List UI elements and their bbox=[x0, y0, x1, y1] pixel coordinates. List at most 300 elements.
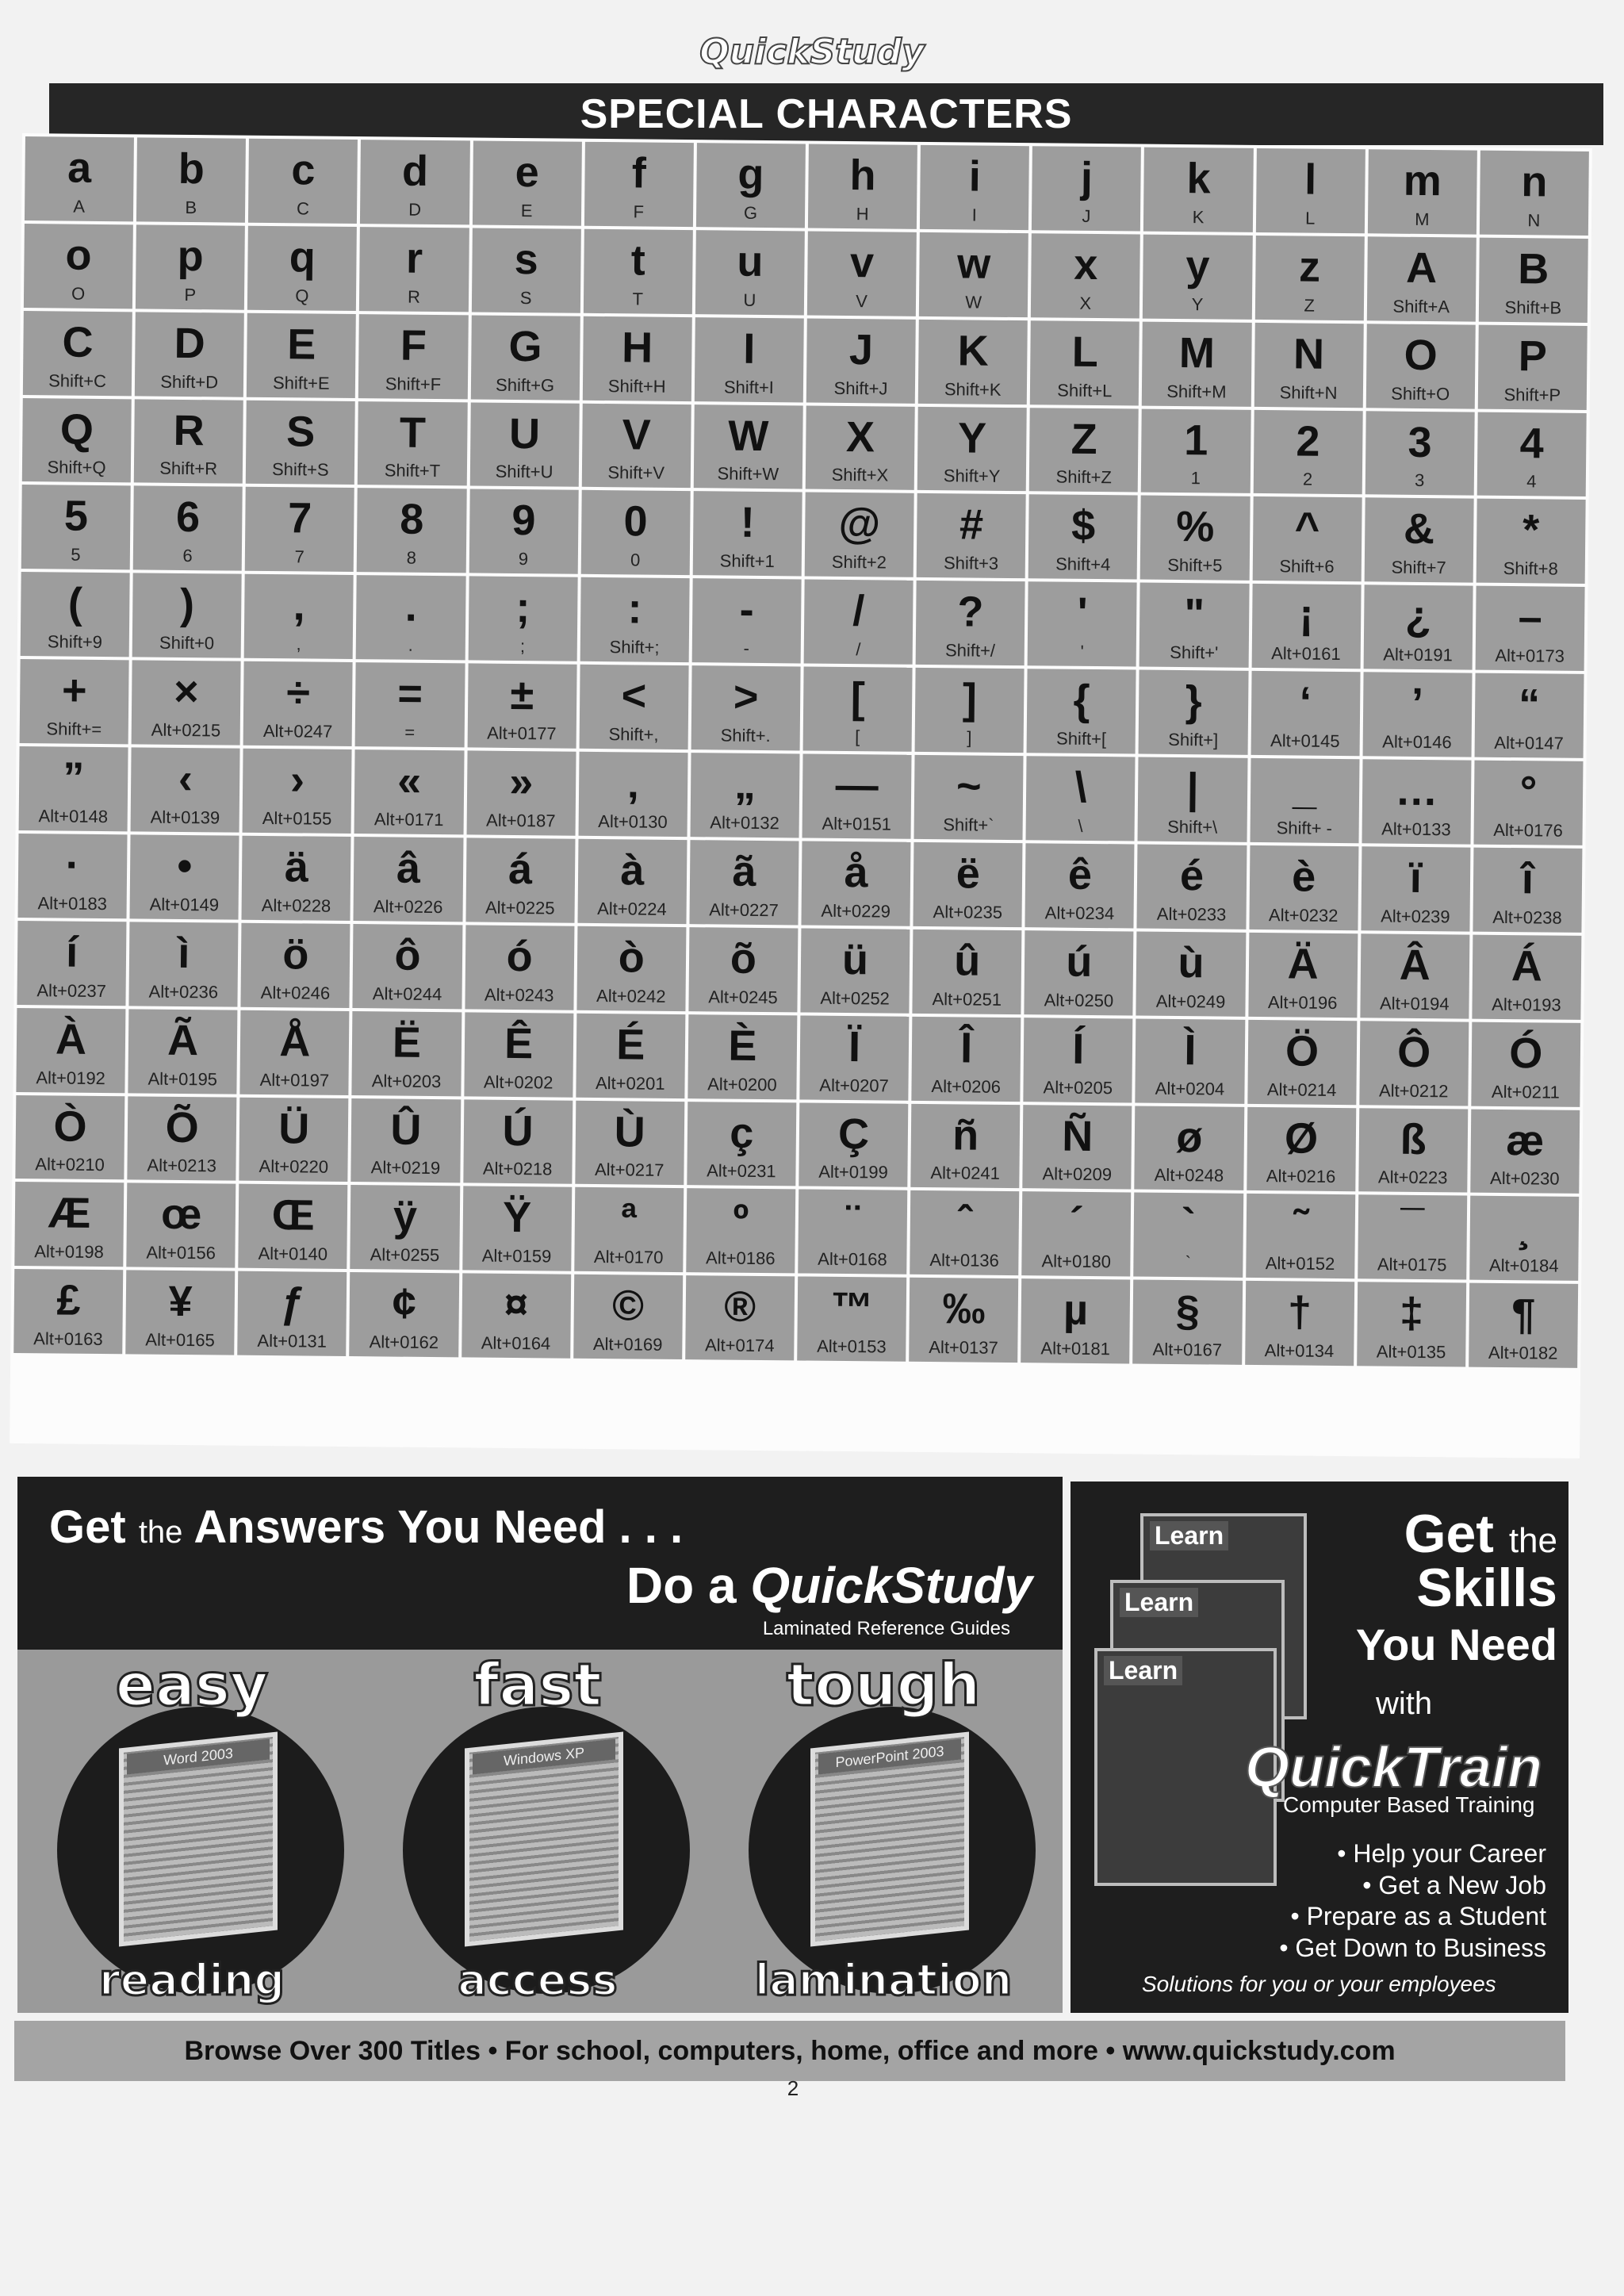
cell-keystroke: Z bbox=[1304, 295, 1315, 316]
character-cell bbox=[691, 578, 801, 663]
cell-keystroke: Alt+0201 bbox=[595, 1072, 665, 1094]
cell-keystroke: Alt+0162 bbox=[369, 1332, 439, 1353]
character-cell bbox=[1029, 408, 1139, 493]
cell-keystroke: Shift+A bbox=[1392, 296, 1450, 317]
character-cell bbox=[465, 838, 575, 922]
cell-keystroke: Shift+L bbox=[1057, 380, 1113, 401]
cell-character: Ù bbox=[614, 1107, 646, 1156]
cell-keystroke: Alt+0192 bbox=[36, 1067, 105, 1088]
cell-character: f bbox=[631, 149, 647, 197]
cell-keystroke: Alt+0226 bbox=[373, 896, 443, 917]
cell-character: § bbox=[1175, 1287, 1201, 1336]
cell-keystroke: Shift+[ bbox=[1055, 728, 1107, 749]
cell-keystroke: Alt+0194 bbox=[1379, 993, 1450, 1014]
tile-label-bottom: reading bbox=[99, 1955, 285, 2005]
benefit-item: • Get Down to Business bbox=[1279, 1934, 1546, 1963]
character-cell bbox=[579, 665, 688, 749]
cell-character: t bbox=[630, 236, 646, 285]
cell-keystroke: Alt+0146 bbox=[1382, 731, 1452, 753]
cell-keystroke: D bbox=[408, 199, 422, 220]
cell-character: F bbox=[400, 321, 427, 370]
cell-keystroke: W bbox=[965, 292, 982, 312]
cell-keystroke: Shift+J bbox=[833, 378, 888, 399]
cell-character: x bbox=[1074, 240, 1098, 289]
character-cell bbox=[242, 836, 351, 921]
cell-keystroke: Alt+0238 bbox=[1492, 907, 1562, 928]
cell-character: s bbox=[514, 235, 538, 284]
cell-character: ¶ bbox=[1511, 1290, 1536, 1339]
character-cell bbox=[1479, 238, 1588, 323]
cell-character: ˜ bbox=[1293, 1201, 1308, 1250]
ad-headline-the: the bbox=[138, 1515, 183, 1550]
character-cell bbox=[578, 752, 688, 837]
character-cell bbox=[918, 320, 1028, 404]
character-cell bbox=[136, 137, 246, 222]
cell-character: ÷ bbox=[285, 669, 311, 717]
cell-character: œ bbox=[160, 1190, 202, 1239]
character-cell bbox=[1247, 1020, 1357, 1105]
cell-keystroke: Alt+0235 bbox=[933, 901, 1003, 922]
cell-character: G bbox=[508, 322, 542, 371]
character-cell bbox=[25, 136, 134, 221]
cell-keystroke: Alt+0244 bbox=[372, 983, 442, 1004]
section-title: SPECIAL CHARACTERS bbox=[49, 83, 1603, 145]
cell-character: å bbox=[844, 848, 868, 897]
cell-keystroke: Shift+0 bbox=[159, 632, 215, 654]
cell-character: n bbox=[1521, 158, 1548, 206]
character-cell bbox=[688, 927, 798, 1012]
cell-keystroke: Shift+D bbox=[160, 371, 219, 392]
cell-keystroke: T bbox=[632, 289, 644, 309]
cell-keystroke: M bbox=[1415, 209, 1430, 229]
cell-keystroke: Shift+F bbox=[385, 374, 442, 394]
character-cell bbox=[920, 145, 1029, 230]
cell-character: z bbox=[1298, 243, 1321, 291]
character-cell bbox=[919, 232, 1028, 317]
cell-character: ñ bbox=[952, 1110, 979, 1159]
cell-keystroke: Y bbox=[1191, 293, 1204, 315]
cell-character: ! bbox=[740, 499, 756, 547]
cell-keystroke: Alt+0183 bbox=[37, 893, 108, 914]
character-cell bbox=[469, 402, 579, 487]
character-cell bbox=[136, 224, 245, 309]
cell-keystroke: = bbox=[404, 722, 416, 742]
cell-character: ü bbox=[841, 935, 869, 984]
cell-character: ø bbox=[1176, 1113, 1203, 1161]
cell-character: Ç bbox=[837, 1110, 870, 1158]
cell-keystroke: Shift+U bbox=[495, 462, 553, 482]
cell-keystroke: Shift+E bbox=[272, 372, 330, 393]
character-cell bbox=[471, 228, 580, 312]
cell-keystroke: Alt+0164 bbox=[481, 1332, 551, 1354]
cell-keystroke: F bbox=[633, 201, 645, 222]
cell-keystroke: Alt+0255 bbox=[370, 1244, 440, 1266]
cell-character: O bbox=[1404, 331, 1438, 379]
cell-keystroke: ] bbox=[967, 727, 972, 748]
cell-keystroke: Alt+0153 bbox=[817, 1336, 887, 1357]
character-cell bbox=[470, 315, 580, 400]
cell-keystroke: Shift+Z bbox=[1055, 466, 1113, 488]
cell-character: g bbox=[737, 150, 764, 198]
cell-character: 2 bbox=[1296, 417, 1320, 466]
cell-keystroke: Shift+O bbox=[1391, 383, 1450, 404]
cell-character: Ó bbox=[1509, 1029, 1543, 1078]
cell-character: è bbox=[1291, 853, 1316, 901]
cell-keystroke: Shift+' bbox=[1170, 642, 1219, 663]
character-cell bbox=[1139, 583, 1249, 668]
cell-character: ^ bbox=[1294, 504, 1320, 553]
character-cell bbox=[248, 139, 358, 224]
cell-keystroke: Alt+0187 bbox=[485, 810, 556, 831]
character-cell bbox=[1368, 149, 1477, 234]
cell-keystroke: Shift+1 bbox=[719, 550, 775, 572]
cell-keystroke: Alt+0218 bbox=[482, 1159, 553, 1179]
cell-keystroke: Alt+0134 bbox=[1264, 1340, 1335, 1362]
cell-character: l bbox=[1304, 155, 1317, 204]
character-cell bbox=[133, 486, 243, 571]
cell-character: • bbox=[177, 841, 193, 891]
character-cell bbox=[467, 664, 576, 749]
benefit-item: • Prepare as a Student bbox=[1290, 1902, 1546, 1931]
character-cell bbox=[1367, 236, 1477, 321]
character-cell bbox=[240, 1010, 350, 1094]
cell-keystroke: Alt+0246 bbox=[260, 982, 331, 1003]
cbt-label: Computer Based Training bbox=[1283, 1792, 1535, 1817]
character-cell bbox=[1473, 848, 1582, 933]
cell-character: 4 bbox=[1519, 419, 1545, 468]
cell-keystroke: Shift+3 bbox=[943, 553, 999, 574]
guide-title: Windows XP bbox=[473, 1739, 615, 1775]
character-cell bbox=[914, 842, 1023, 927]
cell-keystroke: ; bbox=[519, 636, 526, 657]
character-cell bbox=[134, 399, 243, 484]
cell-character: æ bbox=[1506, 1116, 1545, 1165]
cell-keystroke: B bbox=[185, 197, 197, 217]
cell-character: ‡ bbox=[1399, 1290, 1424, 1338]
cell-character: ¥ bbox=[168, 1278, 193, 1326]
character-cell bbox=[1142, 321, 1251, 406]
cell-character: M bbox=[1178, 328, 1216, 378]
character-cell bbox=[351, 1098, 461, 1183]
box-learn-label: Learn bbox=[1104, 1656, 1182, 1685]
cell-character: E bbox=[287, 320, 316, 369]
cell-character: { bbox=[1073, 676, 1090, 725]
character-cell bbox=[13, 1269, 123, 1354]
character-cell bbox=[243, 661, 353, 746]
cell-character: ¡ bbox=[1299, 591, 1314, 639]
cell-keystroke: Alt+0219 bbox=[370, 1157, 441, 1179]
box-learn-label: Learn bbox=[1120, 1588, 1198, 1617]
cell-character: 1 bbox=[1184, 416, 1208, 464]
character-cell bbox=[1138, 757, 1247, 842]
ad-subheadline bbox=[626, 1556, 1032, 1615]
cell-character: ‹ bbox=[178, 754, 193, 803]
character-cell bbox=[686, 1188, 795, 1273]
character-cell bbox=[911, 1016, 1021, 1101]
character-cell bbox=[468, 577, 577, 661]
cell-keystroke: J bbox=[1082, 205, 1091, 226]
benefit-item: • Get a New Job bbox=[1362, 1870, 1546, 1899]
character-cell bbox=[356, 575, 465, 660]
cell-keystroke: Shift+5 bbox=[1167, 555, 1223, 576]
character-cell bbox=[1133, 1280, 1243, 1365]
page-number: 2 bbox=[787, 2076, 799, 2100]
character-cell bbox=[1254, 236, 1364, 320]
character-cell bbox=[1135, 1106, 1244, 1190]
cell-keystroke: N bbox=[1527, 210, 1541, 231]
character-cell bbox=[1246, 1194, 1355, 1278]
character-cell bbox=[1358, 1108, 1468, 1193]
cell-character: @ bbox=[838, 500, 881, 548]
cell-character: a bbox=[67, 144, 92, 192]
cell-keystroke: Alt+0252 bbox=[820, 987, 890, 1009]
character-cell bbox=[244, 574, 354, 659]
cell-character: ï bbox=[1409, 853, 1423, 902]
character-cell bbox=[1475, 586, 1584, 671]
character-cell bbox=[131, 747, 240, 832]
cell-keystroke: Shift+B bbox=[1504, 297, 1562, 318]
cell-character: k bbox=[1186, 155, 1211, 203]
cell-keystroke: Alt+0233 bbox=[1156, 903, 1227, 925]
cell-character: C bbox=[62, 318, 94, 366]
cell-character: ÿ bbox=[393, 1192, 418, 1241]
cell-keystroke: Shift+9 bbox=[47, 631, 103, 653]
cell-character: ’ bbox=[1411, 680, 1424, 728]
cell-character: - bbox=[739, 586, 754, 634]
cell-keystroke: Alt+0249 bbox=[1155, 991, 1226, 1012]
cell-keystroke: Shift+7 bbox=[1391, 557, 1446, 578]
character-cell bbox=[19, 746, 128, 831]
cell-keystroke: Alt+0149 bbox=[149, 894, 220, 915]
cell-character: ¿ bbox=[1404, 592, 1432, 641]
cell-keystroke: Shift+2 bbox=[831, 552, 887, 573]
character-cell bbox=[584, 142, 694, 227]
cell-character: A bbox=[1405, 243, 1438, 292]
cell-character: ~ bbox=[956, 762, 982, 811]
ad-tagline: Laminated Reference Guides bbox=[762, 1618, 1010, 1639]
character-cell bbox=[1478, 324, 1588, 409]
character-cell bbox=[350, 1185, 460, 1270]
character-cell bbox=[358, 401, 467, 486]
cell-keystroke: P bbox=[184, 284, 197, 305]
cell-character: ‚ bbox=[626, 759, 640, 807]
cell-character: Â bbox=[1399, 941, 1431, 989]
character-cell bbox=[1030, 320, 1139, 405]
cell-character: b bbox=[178, 144, 205, 194]
cell-character: … bbox=[1395, 766, 1438, 815]
ad-headline bbox=[49, 1501, 683, 1554]
cell-keystroke: Alt+0169 bbox=[592, 1334, 663, 1355]
headline-skills: Skills bbox=[1416, 1558, 1557, 1618]
tile-label-bottom: lamination bbox=[754, 1955, 1013, 2005]
cell-character: ' bbox=[1077, 589, 1088, 638]
cell-keystroke: Shift+= bbox=[46, 719, 102, 740]
cell-character: ` bbox=[1181, 1200, 1197, 1248]
cell-character: r bbox=[405, 234, 423, 282]
cell-keystroke: Alt+0156 bbox=[146, 1242, 216, 1263]
cell-keystroke: S bbox=[519, 287, 532, 308]
character-cell bbox=[465, 925, 574, 1010]
character-cell bbox=[575, 1100, 684, 1185]
cell-character: ö bbox=[282, 930, 309, 979]
cell-character: & bbox=[1403, 505, 1435, 554]
cell-keystroke: Alt+0174 bbox=[704, 1335, 775, 1356]
character-cell bbox=[245, 487, 354, 572]
cell-keystroke: Shift+, bbox=[608, 724, 659, 745]
cell-character: S bbox=[285, 407, 316, 456]
cell-character: ß bbox=[1400, 1115, 1427, 1163]
cell-keystroke: Shift+4 bbox=[1055, 554, 1111, 575]
cell-keystroke: Alt+0231 bbox=[707, 1160, 776, 1182]
cell-keystroke: X bbox=[1079, 293, 1092, 313]
cell-keystroke: Shift+] bbox=[1168, 729, 1219, 750]
cell-character: ˆ bbox=[957, 1198, 972, 1246]
cell-character: h bbox=[849, 151, 876, 200]
cell-character: à bbox=[620, 846, 645, 895]
cell-keystroke: Alt+0165 bbox=[145, 1329, 215, 1351]
cell-keystroke: Alt+0167 bbox=[1152, 1339, 1223, 1360]
cell-character: £ bbox=[56, 1276, 81, 1325]
cell-keystroke: - bbox=[743, 638, 750, 659]
character-cell bbox=[573, 1274, 683, 1359]
character-cell bbox=[360, 140, 469, 224]
cell-keystroke: Alt+0191 bbox=[1383, 644, 1453, 665]
character-cell bbox=[1360, 933, 1469, 1018]
cell-character: d bbox=[401, 147, 429, 195]
character-cell bbox=[125, 1271, 235, 1355]
character-cell bbox=[1471, 1022, 1580, 1106]
character-cell bbox=[238, 1271, 347, 1356]
benefit-item: • Help your Career bbox=[1337, 1839, 1546, 1868]
cell-character: ] bbox=[962, 675, 978, 723]
cell-keystroke: Alt+0209 bbox=[1042, 1163, 1113, 1185]
character-cell bbox=[803, 667, 913, 752]
cell-keystroke: Alt+0151 bbox=[822, 813, 892, 834]
cell-character: c bbox=[291, 146, 316, 194]
box-learn-label: Learn bbox=[1150, 1521, 1228, 1550]
cell-keystroke: O bbox=[71, 283, 86, 304]
tile-label-top: easy bbox=[115, 1651, 269, 1719]
cell-character: _ bbox=[1292, 765, 1317, 814]
cell-character: â bbox=[396, 844, 421, 892]
cell-character: í bbox=[65, 928, 79, 976]
cell-keystroke: Shift+ - bbox=[1276, 818, 1333, 838]
character-cell bbox=[913, 930, 1022, 1014]
cell-keystroke: [ bbox=[855, 726, 860, 747]
cell-character: \ bbox=[1074, 763, 1087, 811]
cell-keystroke: Shift+N bbox=[1279, 381, 1338, 403]
character-cell bbox=[685, 1275, 795, 1360]
cell-character: R bbox=[173, 406, 205, 454]
cell-character: ç bbox=[730, 1109, 754, 1157]
quicktrain-logo: QuickTrain bbox=[1245, 1736, 1542, 1800]
cell-character: y bbox=[1185, 241, 1210, 290]
cell-keystroke: Shift+X bbox=[831, 465, 889, 485]
character-cell bbox=[1025, 843, 1135, 928]
cell-character: · bbox=[65, 841, 80, 889]
character-cell bbox=[695, 230, 805, 315]
cell-keystroke: Alt+0177 bbox=[487, 723, 557, 744]
character-cell bbox=[126, 1183, 236, 1268]
character-cell bbox=[1472, 934, 1581, 1019]
ad-subheadline-brand: QuickStudy bbox=[750, 1557, 1032, 1614]
cell-keystroke: Alt+0170 bbox=[593, 1247, 664, 1268]
cell-keystroke: Alt+0159 bbox=[481, 1245, 552, 1267]
cell-keystroke: Alt+0200 bbox=[707, 1073, 777, 1094]
character-cell bbox=[24, 224, 133, 309]
cell-keystroke: Alt+0225 bbox=[485, 897, 555, 918]
cell-keystroke: Alt+0139 bbox=[150, 807, 220, 828]
character-cell bbox=[798, 1190, 907, 1274]
character-cell bbox=[1480, 151, 1589, 236]
character-cell bbox=[693, 492, 802, 577]
cell-character: ù bbox=[1178, 938, 1205, 987]
tile-label-top: tough bbox=[786, 1651, 981, 1719]
character-cell bbox=[1249, 845, 1358, 930]
cell-character: e bbox=[515, 148, 540, 197]
character-cell bbox=[353, 924, 462, 1009]
cell-character: V bbox=[622, 410, 651, 459]
cell-keystroke: 4 bbox=[1526, 471, 1537, 492]
cell-character: Ú bbox=[502, 1106, 534, 1155]
cell-character: o bbox=[65, 231, 92, 279]
cell-character: L bbox=[1071, 328, 1099, 376]
cell-character: = bbox=[397, 669, 423, 719]
cell-character: 6 bbox=[175, 493, 201, 542]
character-cell bbox=[1363, 585, 1473, 670]
cell-keystroke: Alt+0148 bbox=[38, 806, 109, 826]
cell-keystroke: Alt+0198 bbox=[34, 1241, 104, 1263]
cell-keystroke: Alt+0223 bbox=[1377, 1167, 1448, 1188]
cell-character: ° bbox=[1519, 768, 1538, 816]
cell-character: Û bbox=[390, 1106, 422, 1154]
cell-character: > bbox=[733, 673, 759, 722]
character-cell bbox=[20, 659, 129, 744]
character-cell bbox=[916, 581, 1025, 665]
cell-character: Ï bbox=[848, 1022, 861, 1071]
cell-keystroke: Shift+K bbox=[944, 378, 1002, 400]
cell-character: É bbox=[615, 1020, 645, 1069]
character-cell bbox=[917, 406, 1027, 491]
character-cell bbox=[23, 311, 132, 396]
cell-character: Ø bbox=[1284, 1114, 1319, 1163]
cell-keystroke: Alt+0234 bbox=[1044, 903, 1115, 924]
cell-keystroke: / bbox=[856, 639, 861, 660]
ad-subheadline-do-a: Do a bbox=[626, 1557, 737, 1614]
character-cell bbox=[354, 837, 463, 922]
cell-character: „ bbox=[733, 760, 756, 808]
ad-right-footer: Solutions for you or your employees bbox=[1142, 1972, 1496, 1996]
character-cell bbox=[127, 1096, 236, 1181]
character-cell bbox=[1141, 408, 1251, 493]
cell-character: ± bbox=[510, 671, 534, 719]
cell-character: Z bbox=[1071, 415, 1097, 463]
cell-keystroke: Alt+0182 bbox=[1488, 1342, 1558, 1363]
character-cell bbox=[462, 1186, 572, 1271]
character-cell bbox=[1032, 146, 1141, 231]
quicktrain-ad bbox=[1071, 1481, 1568, 2013]
cell-character: Î bbox=[959, 1024, 973, 1072]
character-cell bbox=[801, 841, 910, 926]
cell-keystroke: C bbox=[296, 198, 310, 219]
cell-keystroke: 5 bbox=[71, 544, 81, 565]
character-cell bbox=[1251, 584, 1361, 669]
cell-character: Á bbox=[1511, 941, 1543, 991]
cell-keystroke: I bbox=[971, 205, 977, 225]
character-cell bbox=[239, 1184, 348, 1269]
cell-keystroke: Alt+0230 bbox=[1489, 1168, 1560, 1190]
character-cell bbox=[690, 753, 799, 838]
